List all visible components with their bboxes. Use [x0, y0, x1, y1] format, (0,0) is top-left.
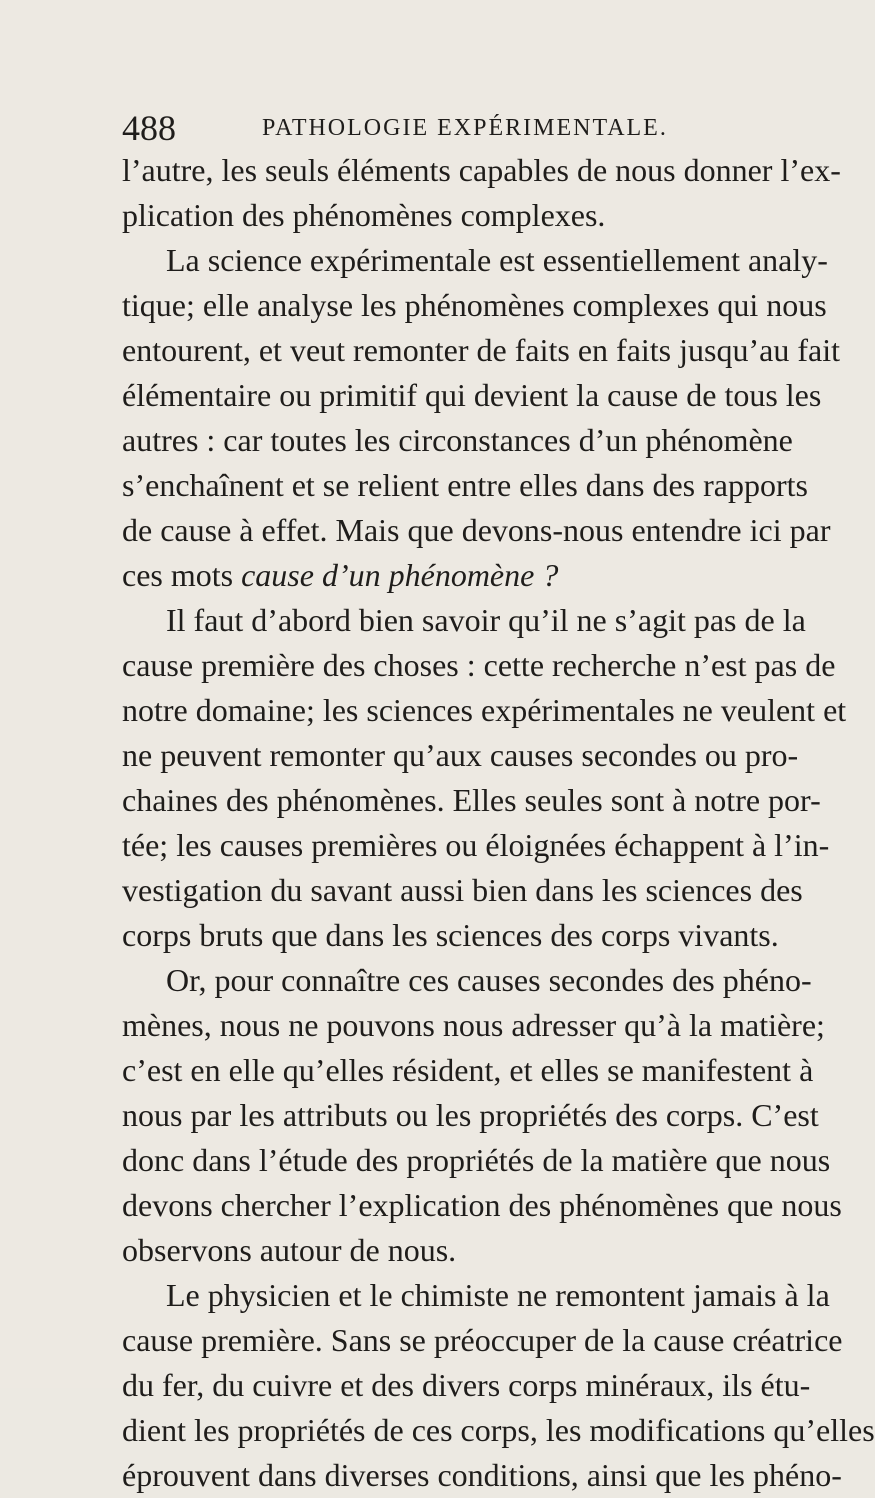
italic-phrase: cause d’un phénomène ?	[241, 557, 559, 593]
text-line: plication des phénomènes complexes.	[122, 197, 606, 233]
text-span: ces mots	[122, 557, 242, 593]
running-title: PATHOLOGIE EXPÉRIMENTALE.	[262, 115, 668, 141]
text-line: s’enchaînent et se relient entre elles dans des rapports	[122, 467, 808, 503]
text-line: chaines des phénomènes. Elles seules sont à notre por-	[122, 782, 821, 818]
paragraph-first-line: Le physicien et le chimiste ne remontent jamais à la	[166, 1277, 830, 1313]
body-text	[122, 148, 875, 1498]
text-line: mènes, nous ne pouvons nous adresser qu’à la matière;	[122, 1007, 825, 1043]
text-line: du fer, du cuivre et des divers corps minéraux, ils étu-	[122, 1367, 811, 1403]
text-line: nous par les attributs ou les propriétés des corps. C’est	[122, 1097, 819, 1133]
text-line: élémentaire ou primitif qui devient la cause de tous les	[122, 377, 822, 413]
text-line: tée; les causes premières ou éloignées échappent à l’in-	[122, 827, 830, 863]
text-line: notre domaine; les sciences expérimentales ne veulent et	[122, 692, 847, 728]
text-line: vestigation du savant aussi bien dans les sciences des	[122, 872, 803, 908]
text-line: donc dans l’étude des propriétés de la matière que nous	[122, 1142, 831, 1178]
text-line	[122, 553, 722, 598]
page-number: 488	[122, 108, 176, 148]
text-line: corps bruts que dans les sciences des corps vivants.	[122, 917, 779, 953]
paragraph-first-line: Il faut d’abord bien savoir qu’il ne s’agit pas de la	[166, 602, 806, 638]
paragraph-first-line: Or, pour connaître ces causes secondes des phéno-	[166, 962, 812, 998]
text-line: de cause à effet. Mais que devons-nous entendre ici par	[122, 512, 831, 548]
text-line: devons chercher l’explication des phénomènes que nous	[122, 1187, 842, 1223]
text-line: cause première des choses : cette recherche n’est pas de	[122, 647, 836, 683]
text-line: tique; elle analyse les phénomènes complexes qui nous	[122, 287, 827, 323]
text-line: ne peuvent remonter qu’aux causes secondes ou pro-	[122, 737, 799, 773]
paragraph-first-line: La science expérimentale est essentiellement analy-	[166, 242, 828, 278]
text-line: cause première. Sans se préoccuper de la cause créatrice	[122, 1322, 843, 1358]
text-line: autres : car toutes les circonstances d’un phénomène	[122, 422, 793, 458]
text-line: éprouvent dans diverses conditions, ainsi que les phéno-	[122, 1457, 842, 1493]
text-line: dient les propriétés de ces corps, les modifications qu’elles	[122, 1412, 875, 1448]
text-line: c’est en elle qu’elles résident, et elles se manifestent à	[122, 1052, 814, 1088]
text-line: l’autre, les seuls éléments capables de nous donner l’ex-	[122, 152, 841, 188]
text-line: observons autour de nous.	[122, 1232, 457, 1268]
page-header	[122, 104, 722, 152]
text-line: entourent, et veut remonter de faits en faits jusqu’au fait	[122, 332, 840, 368]
